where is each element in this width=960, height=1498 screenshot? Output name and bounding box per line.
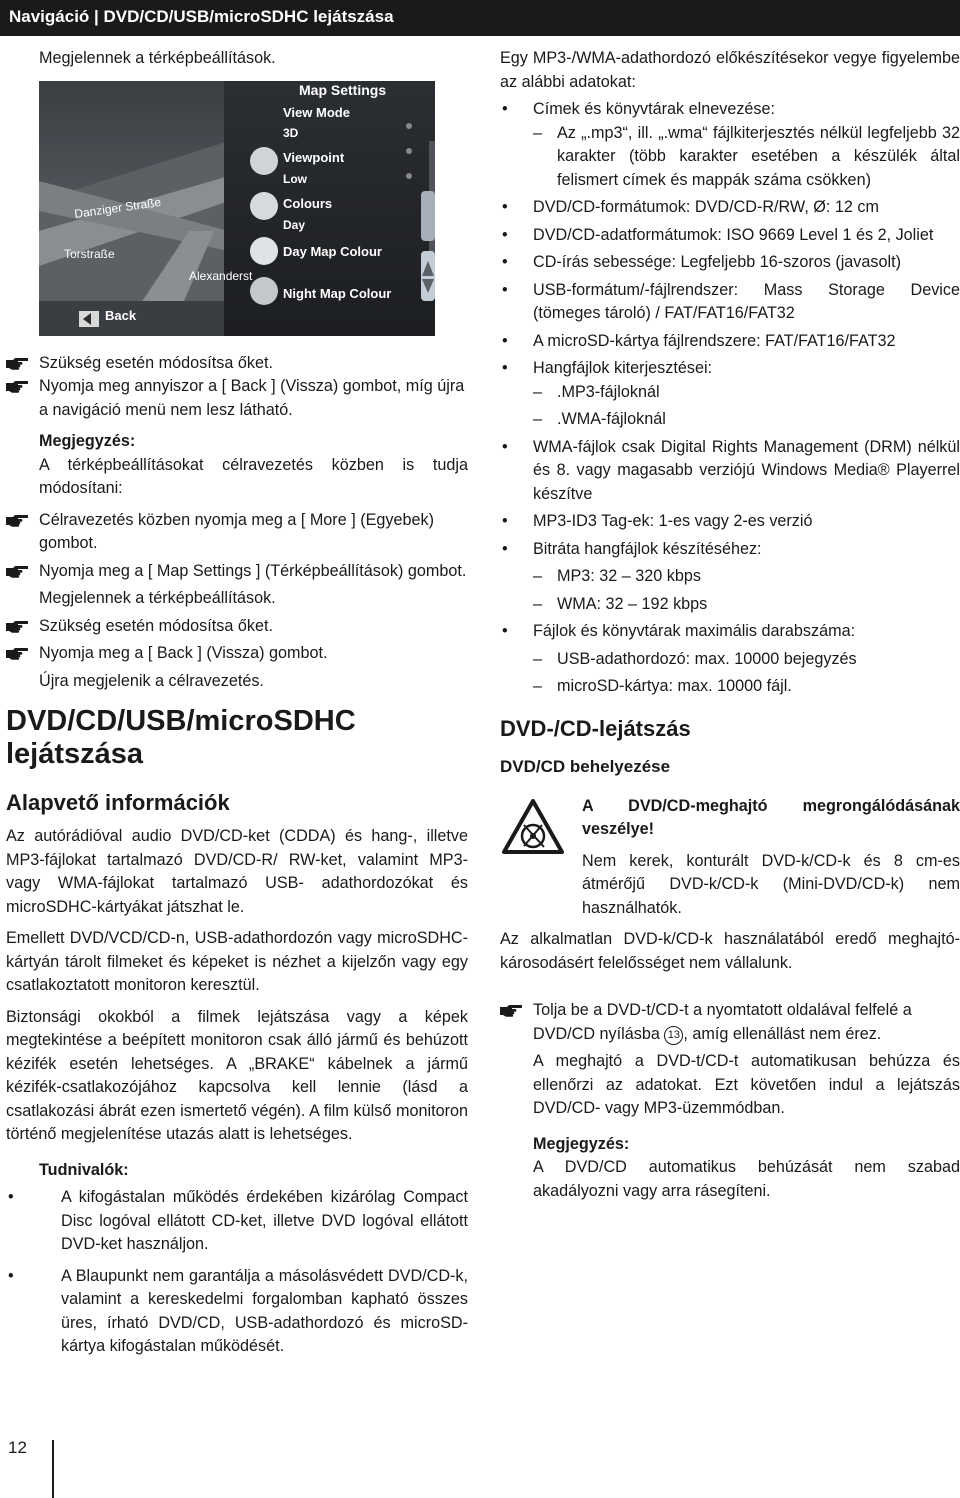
note-text: A DVD/CD automatikus behúzását nem szabad akadályozni vagy arra rásegíteni. [533,1158,960,1200]
spec-subtext: .WMA-fájloknál [557,410,666,428]
spec-item [500,510,960,534]
spec-subitem [500,593,960,617]
step-text: Nyomja meg a [ Map Settings ] (Térképbeállítások) gombot. [39,561,467,580]
screenshot-row-label[interactable]: Viewpoint [283,149,345,165]
spec-text: Címek és könyvtárak elnevezése: [533,100,776,118]
tip-item [6,1265,468,1359]
spec-text: Bitráta hangfájlok készítéséhez: [533,539,762,558]
spec-subtext: MP3: 32 – 320 kbps [557,567,701,585]
disc-damage-warning-icon [502,799,564,860]
spec-text: Hangfájlok kiterjesztései: [533,359,713,377]
right-column [500,47,960,1203]
section-title: DVD-/CD-lejátszás [500,715,691,741]
screenshot-row-value: Day [283,217,306,232]
section-title [6,705,468,771]
spec-text: USB-formátum/-fájlrendszer: Mass Storage Device (tömeges tároló) / FAT/FAT16/FAT32 [533,280,960,322]
spec-item [500,196,960,220]
warning-heading: A DVD/CD-meghajtó megrongálódásának veszélye! [582,796,960,838]
pointing-hand-icon [6,380,28,393]
spec-subtext: WMA: 32 – 192 kbps [557,594,708,613]
spec-item [500,251,960,275]
step-item [6,615,468,639]
header-title: Navigáció | DVD/CD/USB/microSDHC lejátszása [9,7,394,26]
step-text: Szükség esetén módosítsa őket. [39,616,273,635]
pointing-hand-icon [6,620,28,633]
spec-subitem [500,565,960,589]
spec-text: A microSD-kártya fájlrendszere: FAT/FAT16/FAT32 [533,331,896,350]
pointing-hand-icon [6,565,28,578]
result-text: Újra megjelenik a célravezetés. [39,671,264,690]
subsection-title: Alapvető információk [6,790,230,815]
intro-result: Megjelennek a térképbeállítások. [39,49,276,67]
intro-text: Egy MP3-/WMA-adathordozó előkészítésekor vegye figyelembe az alábbi adatokat: [500,49,960,91]
spec-item [500,538,960,562]
spec-subitem [500,122,960,193]
section-title-line1: DVD/CD/USB/microSDHC [6,705,356,737]
spec-item [500,436,960,507]
spec-text: CD-írás sebessége: Legfeljebb 16-szoros (javasolt) [533,253,901,271]
screenshot-row-label[interactable]: Colours [283,195,333,211]
step-item [6,642,468,666]
screenshot-menu-title: Map Settings [299,81,387,98]
page-header [0,0,960,36]
spec-subtext: microSD-kártya: max. 10000 fájl. [557,677,792,695]
spec-subitem [500,408,960,432]
street-label: Danziger Straße [73,194,162,221]
result-text: Megjelennek a térképbeállítások. [39,589,276,607]
screenshot-row-value: Low [283,171,307,186]
tip-item [6,1186,468,1257]
screenshot-back-button[interactable]: Back [105,307,137,323]
step-item [6,560,468,584]
pointing-hand-icon [6,357,28,370]
step-text: Nyomja meg a [ Back ] (Vissza) gombot. [39,644,328,662]
spec-text: DVD/CD-formátumok: DVD/CD-R/RW, Ø: 12 cm [533,198,879,216]
screenshot-row-label[interactable]: Night Map Colour [283,285,392,301]
spec-text: MP3-ID3 Tag-ek: 1-es vagy 2-es verzió [533,512,813,530]
section-title-line2: lejátszása [6,738,144,770]
spec-item [500,357,960,381]
note-text: A térképbeállításokat célravezetés közben is tudja módosítani: [39,455,468,497]
body-paragraph: Emellett DVD/VCD/CD-n, USB-adathordozón vagy microSDHC-kártyán tárolt filmeket és képeket is nézhet a kijelzőn vagy egy csatlakoztatott monitoron keresztül. [6,929,468,994]
body-paragraph: Az autórádióval audio DVD/CD-ket (CDDA) és hang-, illetve MP3-fájlokat tartalmazó DVD/CD-R/ RW-ket, valamint MP3- vagy WMA-fájlokat tartalmazó USB- adathordozókat és microSDHC-kártyákat játszhat le. [6,827,468,916]
screenshot-menu [283,103,423,305]
spec-subtext: Az „.mp3“, ill. „.wma“ fájlkiterjesztés nélkül legfeljebb 32 karakter (több karakter esetében a készülék által felismert címek és mappák száma csökken) [557,123,960,189]
spec-item [500,98,960,122]
note-heading: Megjegyzés: [533,1134,630,1153]
tip-text: A kifogástalan működés érdekében kizárólag Compact Disc logóval ellátott CD-ket, illetve DVD logóval ellátott DVD-ket használjon. [61,1188,468,1253]
step-item [6,375,468,422]
pointing-hand-icon [6,647,28,660]
spec-item [500,224,960,248]
page-number: 12 [8,1438,27,1457]
spec-item [500,330,960,354]
result-text: A meghajtó a DVD-t/CD-t automatikusan behúzza és ellenőrzi az adatokat. Ezt követően indul a lejátszás DVD/CD- vagy MP3-üzemmódban. [533,1052,960,1117]
spec-subitem [500,381,960,405]
step-item [6,509,468,556]
left-column [6,47,468,1359]
spec-subtext: USB-adathordozó: max. 10000 bejegyzés [557,649,857,668]
body-paragraph: Biztonsági okokból a filmek lejátszása vagy a képek megtekintése a beépített monitoron csak álló jármű és behúzott kézifék esetén lehetséges. A „BRAKE“ kábelnek a jármű kézifék-csatlakozójához kapcsolva kell lennie (lásd a csatlakozási ábrát ezen ismertető végén). A film külső monitoron történő megjelenítése utazás alatt is lehetséges. [6,1007,468,1143]
warning-block [500,795,960,921]
map-settings-screenshot [39,81,435,336]
pointing-hand-icon [500,1004,522,1017]
spec-text: Fájlok és könyvtárak maximális darabszáma: [533,622,856,640]
step-text-end: , amíg ellenállást nem érez. [683,1024,882,1043]
spec-subtext: .MP3-fájloknál [557,382,660,401]
screenshot-row-label[interactable]: View Mode [283,104,350,120]
spec-subitem [500,648,960,672]
page-divider [52,1440,54,1498]
tips-heading: Tudnivalók: [39,1160,129,1179]
street-label: Torstraße [64,246,115,261]
step-text: Célravezetés közben nyomja meg a [ More ] (Egyebek) gombot. [39,510,434,552]
step-text: Tolja be a DVD-t/CD-t a nyomtatott oldalával felfelé a DVD/CD nyílásba [533,1001,912,1043]
step-item [6,352,468,376]
step-item [500,999,960,1046]
note-heading: Megjegyzés: [39,432,136,450]
callout-number: 13 [664,1026,683,1045]
spec-text: WMA-fájlok csak Digital Rights Management (DRM) nélkül és 8. vagy magasabb verziójú Windows Media® Playerrel készítve [533,437,960,503]
spec-item [500,279,960,326]
liability-text: Az alkalmatlan DVD-k/CD-k használatából eredő meghajtó-károsodásért felelősséget nem vállalunk. [500,930,960,972]
street-label: Alexanderst [189,268,253,283]
warning-text: Nem kerek, konturált DVD-k/CD-k és 8 cm-es átmérőjű DVD-k/CD-k (Mini-DVD/CD-k) nem használhatók. [582,851,960,917]
step-text: Szükség esetén módosítsa őket. [39,353,273,372]
screenshot-row-label[interactable]: Day Map Colour [283,243,382,259]
tip-text: A Blaupunkt nem garantálja a másolásvédett DVD/CD-k, valamint a kereskedelmi forgalomban kapható összes üres, írható DVD/CD, USB-adathordozó és microSD-kártya kifogástalan működését. [61,1266,468,1355]
spec-subitem [500,675,960,699]
step-text: Nyomja meg annyiszor a [ Back ] (Vissza) gombot, míg újra a navigáció menü nem lesz látható. [39,377,465,419]
subsection-title: DVD/CD behelyezése [500,756,671,776]
screenshot-row-value: 3D [283,125,299,140]
spec-item [500,620,960,644]
spec-text: DVD/CD-adatformátumok: ISO 9669 Level 1 és 2, Joliet [533,225,934,244]
pointing-hand-icon [6,514,28,527]
